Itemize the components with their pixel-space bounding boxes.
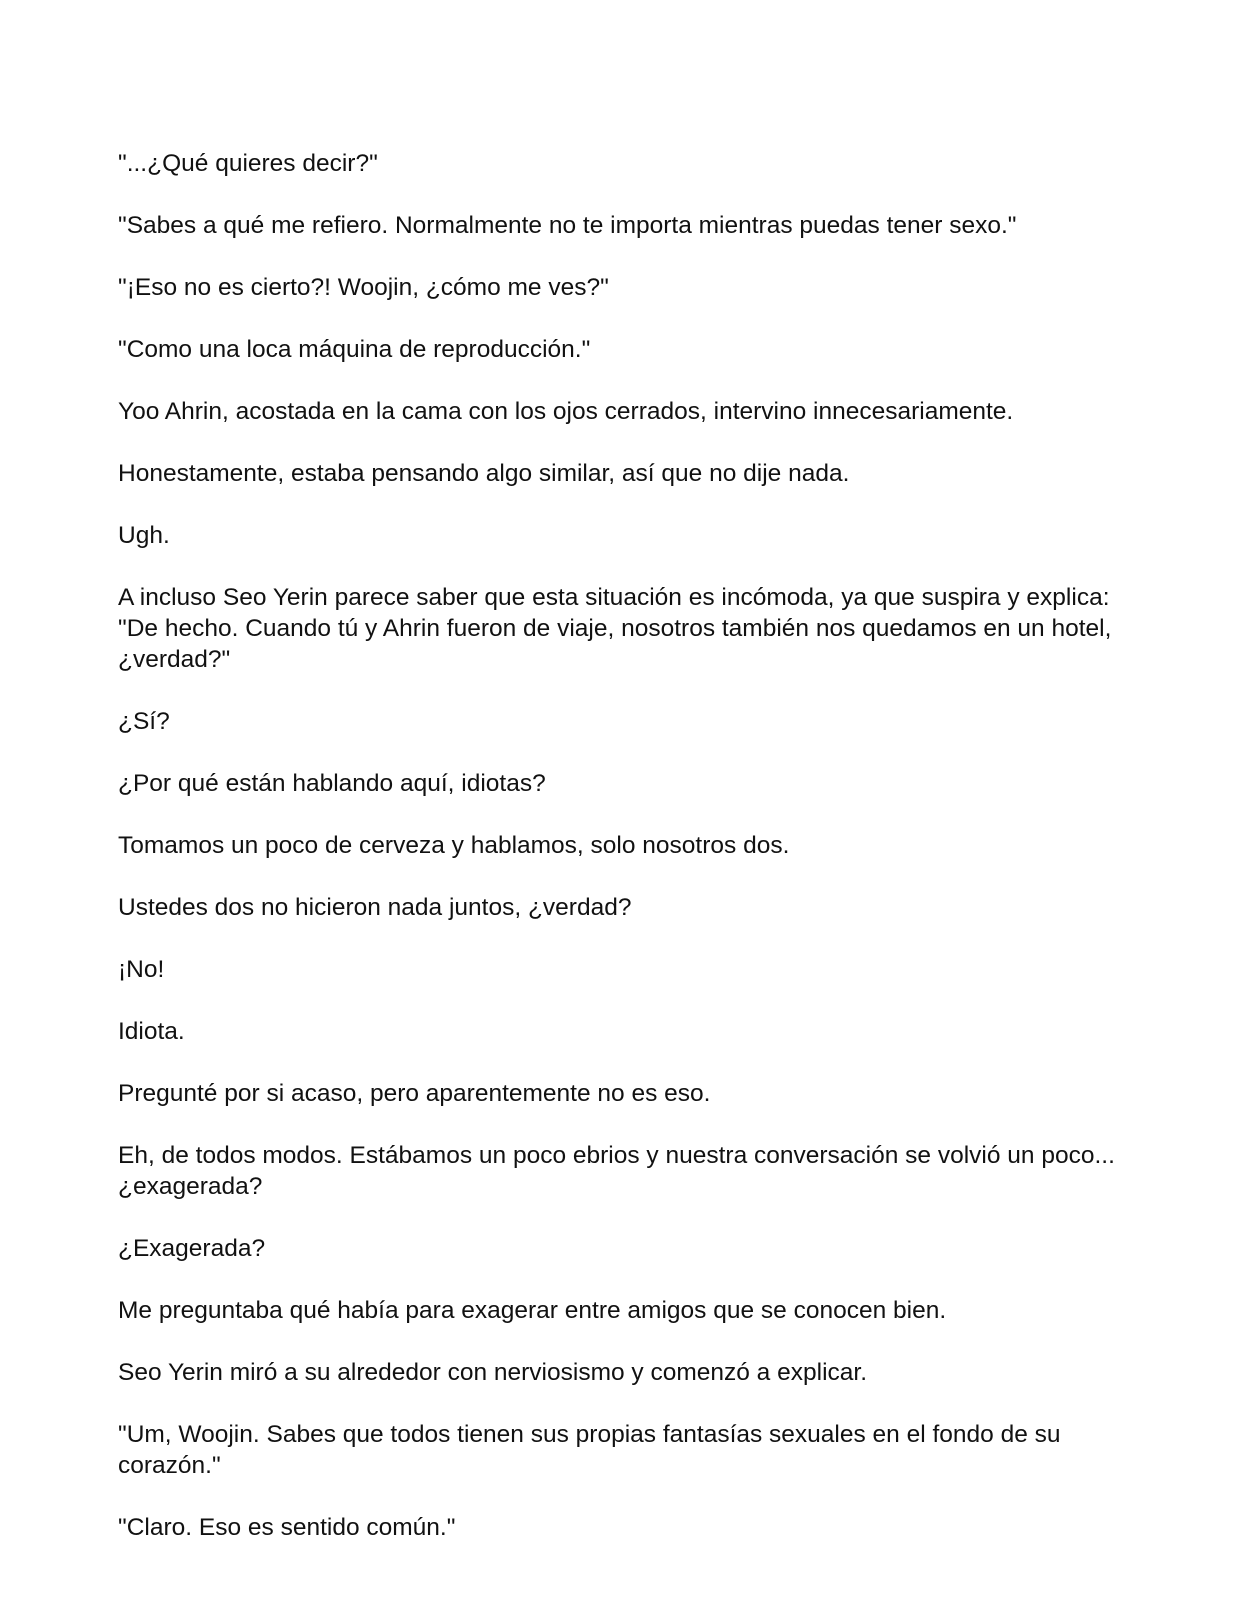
paragraph: Seo Yerin miró a su alrededor con nerviosismo y comenzó a explicar. bbox=[118, 1359, 867, 1386]
paragraph: ¡No! bbox=[118, 956, 165, 983]
paragraph: ¿Por qué están hablando aquí, idiotas? bbox=[118, 770, 546, 797]
paragraph: Yoo Ahrin, acostada en la cama con los ojos cerrados, intervino innecesariamente. bbox=[118, 398, 1014, 425]
paragraph: "¡Eso no es cierto?! Woojin, ¿cómo me ves?" bbox=[118, 274, 609, 301]
paragraph: "Como una loca máquina de reproducción." bbox=[118, 336, 591, 363]
paragraph: Pregunté por si acaso, pero aparentemente no es eso. bbox=[118, 1080, 711, 1107]
paragraph: ¿Exagerada? bbox=[118, 1235, 266, 1262]
paragraph: Eh, de todos modos. Estábamos un poco ebrios y nuestra conversación se volvió un poco... ¿exagerada? bbox=[118, 1142, 1115, 1200]
paragraph: Honestamente, estaba pensando algo similar, así que no dije nada. bbox=[118, 460, 850, 487]
paragraph: Ugh. bbox=[118, 522, 170, 549]
paragraph: "...¿Qué quieres decir?" bbox=[118, 150, 378, 177]
paragraph: A incluso Seo Yerin parece saber que esta situación es incómoda, ya que suspira y explica: "De hecho. Cuando tú y Ahrin fueron de viaje, nosotros también nos quedamos en un hotel, ¿verdad?" bbox=[118, 584, 1112, 673]
paragraph: ¿Sí? bbox=[118, 708, 170, 735]
paragraph: "Claro. Eso es sentido común." bbox=[118, 1514, 456, 1541]
document-body bbox=[118, 148, 1128, 1574]
paragraph: "Sabes a qué me refiero. Normalmente no te importa mientras puedas tener sexo." bbox=[118, 212, 1017, 239]
paragraph: Me preguntaba qué había para exagerar entre amigos que se conocen bien. bbox=[118, 1297, 947, 1324]
paragraph: Ustedes dos no hicieron nada juntos, ¿verdad? bbox=[118, 894, 632, 921]
paragraph: "Um, Woojin. Sabes que todos tienen sus propias fantasías sexuales en el fondo de su corazón." bbox=[118, 1421, 1061, 1479]
paragraph: Idiota. bbox=[118, 1018, 185, 1045]
paragraph: Tomamos un poco de cerveza y hablamos, solo nosotros dos. bbox=[118, 832, 790, 859]
